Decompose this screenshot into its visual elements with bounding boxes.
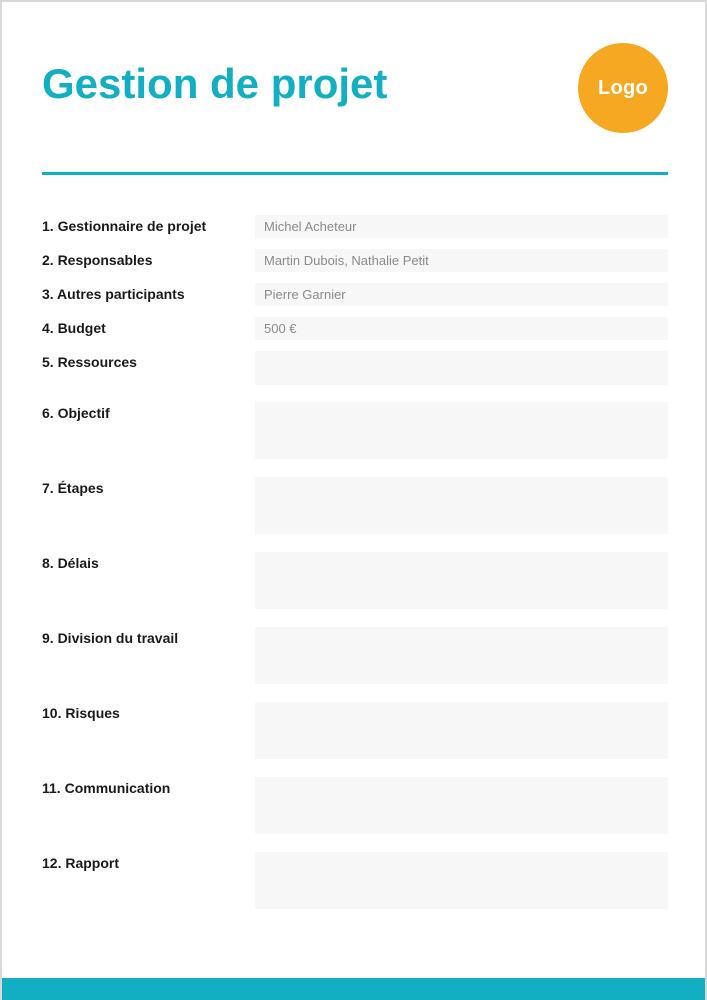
form-row [42,249,668,272]
form-row [42,627,668,684]
form-row [42,552,668,609]
form-row [42,777,668,834]
header-divider [42,172,668,175]
field-label: 3. Autres participants [42,286,185,302]
field-input[interactable] [255,852,668,909]
project-form [42,215,668,909]
field-input[interactable] [255,552,668,609]
field-input[interactable] [255,477,668,534]
field-label: 1. Gestionnaire de projet [42,218,207,234]
field-input[interactable] [255,702,668,759]
field-input[interactable]: Pierre Garnier [255,283,668,306]
field-label: 11. Communication [42,780,171,796]
field-label: 4. Budget [42,320,106,336]
form-row [42,215,668,238]
field-input[interactable] [255,777,668,834]
field-label: 8. Délais [42,555,99,571]
form-row [42,702,668,759]
logo-badge [578,43,668,133]
form-row [42,477,668,534]
form-row [42,317,668,340]
field-label: 12. Rapport [42,855,120,871]
form-row [42,402,668,459]
field-input[interactable] [255,627,668,684]
field-label: 2. Responsables [42,252,153,268]
form-row [42,283,668,306]
logo-label: Logo [597,76,649,99]
field-label: 6. Objectif [42,405,110,421]
field-input[interactable]: Michel Acheteur [255,215,668,238]
form-row [42,351,668,385]
field-input[interactable]: 500 € [255,317,668,340]
form-row [42,852,668,909]
page-title: Gestion de projet [42,60,388,107]
field-input[interactable]: Martin Dubois, Nathalie Petit [255,249,668,272]
field-label: 9. Division du travail [42,630,179,646]
field-label: 10. Risques [42,705,120,721]
field-input[interactable] [255,351,668,385]
field-input[interactable] [255,402,668,459]
page-header [42,2,668,108]
footer-accent-bar [0,978,707,1000]
field-label: 5. Ressources [42,354,137,370]
field-label: 7. Étapes [42,480,104,496]
